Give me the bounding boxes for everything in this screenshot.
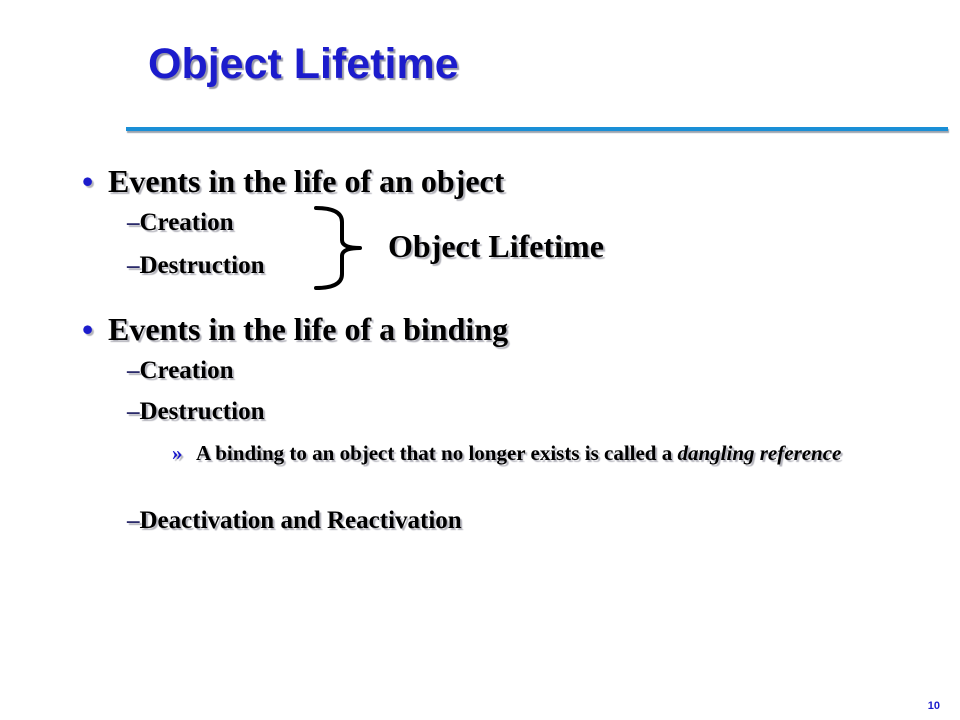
bullet-text: Events in the life of a binding (108, 311, 509, 347)
subitem-binding-creation (127, 357, 233, 385)
dash-marker: – (127, 209, 140, 236)
dash-marker: – (127, 507, 140, 534)
dash-marker: – (127, 252, 140, 279)
dash-marker: – (127, 398, 140, 425)
note-prefix: A binding to an object that no longer exists is called a (196, 441, 678, 465)
subitem-text: Destruction (139, 398, 265, 425)
subitem-object-creation (127, 209, 233, 237)
subitem-text: Destruction (139, 252, 265, 279)
subitem-text: Creation (139, 357, 234, 384)
sub-marker: » (172, 441, 183, 465)
title-underline (126, 127, 948, 131)
note-text (172, 440, 892, 466)
bullet-object-events (82, 163, 504, 200)
bullet-text: Events in the life of an object (108, 163, 505, 199)
bracket-label: Object Lifetime (388, 228, 604, 264)
slide-title: Object Lifetime (148, 40, 459, 88)
dash-marker: – (127, 357, 140, 384)
bullet-binding-events (82, 311, 508, 348)
subitem-text: Deactivation and Reactivation (139, 507, 462, 534)
page-number: 10 (927, 700, 940, 712)
dangling-reference-note (172, 440, 892, 466)
note-term: dangling reference (677, 441, 842, 465)
subitem-object-destruction (127, 252, 264, 280)
subitem-binding-destruction (127, 398, 264, 426)
bullet-marker: • (82, 311, 94, 347)
right-curly-brace-icon (312, 206, 366, 290)
subitem-text: Creation (139, 209, 234, 236)
bullet-marker: • (82, 163, 94, 199)
subitem-deactivation (127, 507, 462, 535)
